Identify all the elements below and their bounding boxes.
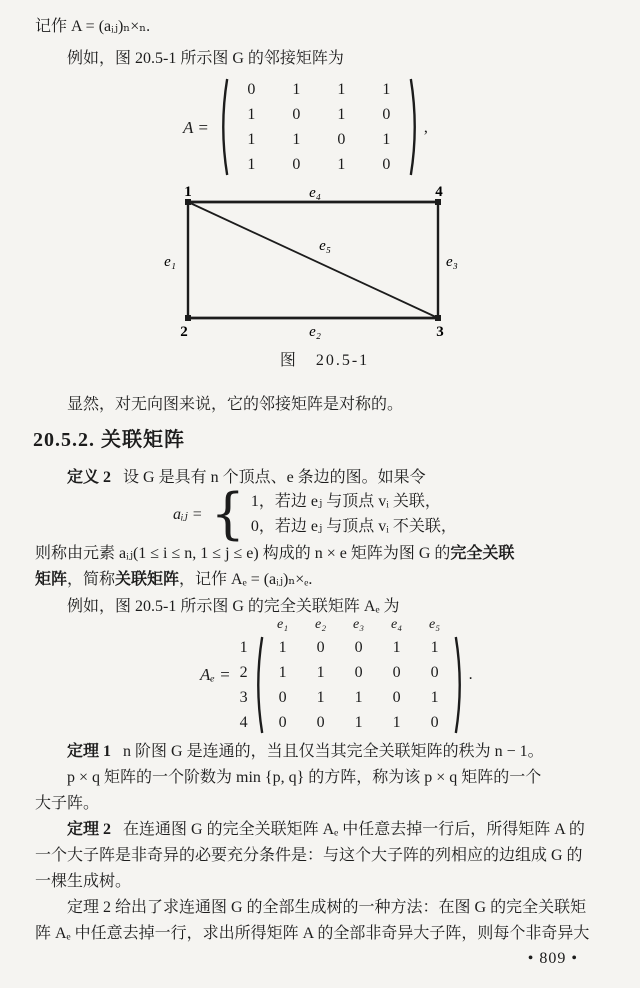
matrix-cell: 1 xyxy=(337,156,346,173)
section-heading: 20.5.2. 关联矩阵 xyxy=(33,429,185,451)
vertex-2-dot xyxy=(185,315,191,321)
incidence-def-line1-bold: 完全关联 xyxy=(450,545,515,562)
figure-caption: 图 20.5-1 xyxy=(279,352,370,369)
matrix-cell: 0 xyxy=(278,714,287,731)
incidence-example-line: 例如，图 20.5-1 所示图 G 的完全关联矩阵 Aₑ 为 xyxy=(67,598,400,615)
matrix-cell: 0 xyxy=(247,81,256,98)
matrix-cell: 0 xyxy=(292,156,301,173)
cases-lhs: aᵢⱼ = xyxy=(173,505,203,523)
method-para-line1: 定理 2 给出了求连通图 G 的全部生成树的一种方法：在图 G 的完全关联矩 xyxy=(67,899,587,916)
matrix-cell: 1 xyxy=(278,664,287,681)
vertex-3-dot xyxy=(435,315,441,321)
matrix-cell: 0 xyxy=(430,714,439,731)
matrix-cell: 0 xyxy=(316,639,325,656)
matrix-cell: 1 xyxy=(316,664,325,681)
edge-e3-label: e₃ xyxy=(446,254,458,270)
notation-line: 记作 A = (aᵢⱼ)ₙ×ₙ. xyxy=(35,18,151,35)
definition-2-text: 设 G 是具有 n 个顶点、e 条边的图。如果令 xyxy=(123,469,426,486)
matrix-cell: 0 xyxy=(354,639,363,656)
matrix-col-header: e₄ xyxy=(391,616,403,632)
matrix-cell: 1 xyxy=(316,689,325,706)
matrix-trailing-punct: , xyxy=(423,118,428,136)
case-2: 0，若边 eⱼ 与顶点 vᵢ 不关联， xyxy=(250,518,457,535)
theorem-2-line2: 一个大子阵是非奇异的必要充分条件是：与这个大子阵的列相应的边组成 G 的 xyxy=(35,847,583,864)
matrix-cell: 0 xyxy=(382,156,391,173)
matrix-cell: 0 xyxy=(382,106,391,123)
matrix-cell: 1 xyxy=(292,131,301,148)
theorem-1-text: n 阶图 G 是连通的，当且仅当其完全关联矩阵的秩为 n − 1。 xyxy=(123,743,544,760)
matrix-cell: 1 xyxy=(247,156,256,173)
incidence-def-line2-text2: ，记作 Aₑ = (aᵢⱼ)ₙ×ₑ. xyxy=(179,571,313,588)
matrix-cell: 0 xyxy=(337,131,346,148)
major-submatrix-line1: p × q 矩阵的一个阶数为 min {p, q} 的方阵，称为该 p × q 矩阵的一个 xyxy=(67,769,542,786)
matrix-cell: 0 xyxy=(354,664,363,681)
incidence-def-line1 xyxy=(35,541,614,566)
matrix-col-header: e₂ xyxy=(315,616,327,632)
matrix-col-headers xyxy=(264,613,465,635)
matrix-cell: 1 xyxy=(337,81,346,98)
adjacency-example-line: 例如，图 20.5-1 所示图 G 的邻接矩阵为 xyxy=(67,50,344,67)
matrix-cell: 1 xyxy=(337,106,346,123)
edge-e1-label: e₁ xyxy=(164,254,176,270)
matrix-label: A = xyxy=(183,117,209,137)
cases-brace: { xyxy=(210,481,245,546)
matrix-grid xyxy=(229,77,409,177)
definition-2-lead: 定义 2 xyxy=(67,469,112,486)
incidence-def-line1-text: 则称由元素 aᵢⱼ(1 ≤ i ≤ n, 1 ≤ j ≤ e) 构成的 n × e 矩阵为图 G 的 xyxy=(35,545,451,562)
matrix-cell: 1 xyxy=(382,81,391,98)
matrix-cell: 1 xyxy=(392,714,401,731)
matrix-cell: 1 xyxy=(247,131,256,148)
theorem-2-line3: 一棵生成树。 xyxy=(35,873,132,890)
edge-e5-label: e₅ xyxy=(319,238,331,254)
matrix-cell: 0 xyxy=(316,714,325,731)
theorem-2-line1 xyxy=(35,817,614,842)
matrix-cell: 1 xyxy=(354,714,363,731)
matrix-row-header: 3 xyxy=(239,689,248,706)
edge-e2-label: e₂ xyxy=(309,324,321,340)
matrix-label: Aₑ = xyxy=(200,664,231,684)
vertex-2-label: 2 xyxy=(180,324,188,340)
vertex-3-label: 3 xyxy=(436,324,444,340)
edge-e4-label: e₄ xyxy=(309,186,321,201)
matrix-cell: 0 xyxy=(278,689,287,706)
matrix-grid xyxy=(264,635,454,735)
matrix-cell: 1 xyxy=(430,639,439,656)
incidence-entry-formula xyxy=(173,481,457,546)
incidence-def-line2-text1: ，简称 xyxy=(67,571,116,588)
matrix-cell: 0 xyxy=(392,664,401,681)
theorem-2-lead: 定理 2 xyxy=(67,821,112,838)
left-paren xyxy=(253,635,264,735)
incidence-def-line2 xyxy=(35,567,614,592)
incidence-matrix xyxy=(200,613,473,735)
method-para-line2: 阵 Aₑ 中任意去掉一行，求出所得矩阵 A 的全部非奇异大子阵，则每个非奇异大 xyxy=(35,925,590,942)
matrix-cell: 1 xyxy=(430,689,439,706)
matrix-cell: 1 xyxy=(354,689,363,706)
matrix-cell: 1 xyxy=(247,106,256,123)
page-number: • 809 • xyxy=(527,950,578,967)
matrix-cell: 1 xyxy=(278,639,287,656)
theorem-1-lead: 定理 1 xyxy=(67,743,112,760)
right-paren xyxy=(454,635,465,735)
matrix-row-header: 1 xyxy=(239,639,248,656)
left-paren xyxy=(218,77,229,177)
matrix-cell: 0 xyxy=(392,689,401,706)
symmetry-note: 显然，对无向图来说，它的邻接矩阵是对称的。 xyxy=(67,396,404,413)
vertex-1-label: 1 xyxy=(184,186,192,200)
matrix-col-header: e₁ xyxy=(277,616,289,632)
incidence-def-line2-bold2: 关联矩阵 xyxy=(115,571,180,588)
edge-e5-line xyxy=(188,202,438,318)
matrix-cell: 1 xyxy=(382,131,391,148)
matrix-cell: 0 xyxy=(430,664,439,681)
vertex-4-label: 4 xyxy=(435,186,443,200)
matrix-col-header: e₃ xyxy=(353,616,365,632)
matrix-cell: 0 xyxy=(292,106,301,123)
matrix-row-header: 2 xyxy=(239,664,248,681)
theorem-1-line xyxy=(35,739,614,764)
case-1: 1，若边 eⱼ 与顶点 vᵢ 关联， xyxy=(250,493,441,510)
matrix-cell: 1 xyxy=(392,639,401,656)
right-paren xyxy=(409,77,420,177)
theorem-2-text1: 在连通图 G 的完全关联矩阵 Aₑ 中任意去掉一行后，所得矩阵 A 的 xyxy=(123,821,585,838)
graph-figure-svg xyxy=(150,186,490,346)
matrix-trailing-punct: . xyxy=(468,665,473,683)
matrix-col-header: e₅ xyxy=(429,616,441,632)
graph-figure xyxy=(150,186,490,346)
incidence-def-line2-bold1: 矩阵 xyxy=(35,571,68,588)
matrix-row-headers xyxy=(240,613,248,735)
adjacency-matrix xyxy=(183,77,428,177)
major-submatrix-line2: 大子阵。 xyxy=(35,795,100,812)
matrix-row-header: 4 xyxy=(239,714,248,731)
matrix-cell: 1 xyxy=(292,81,301,98)
